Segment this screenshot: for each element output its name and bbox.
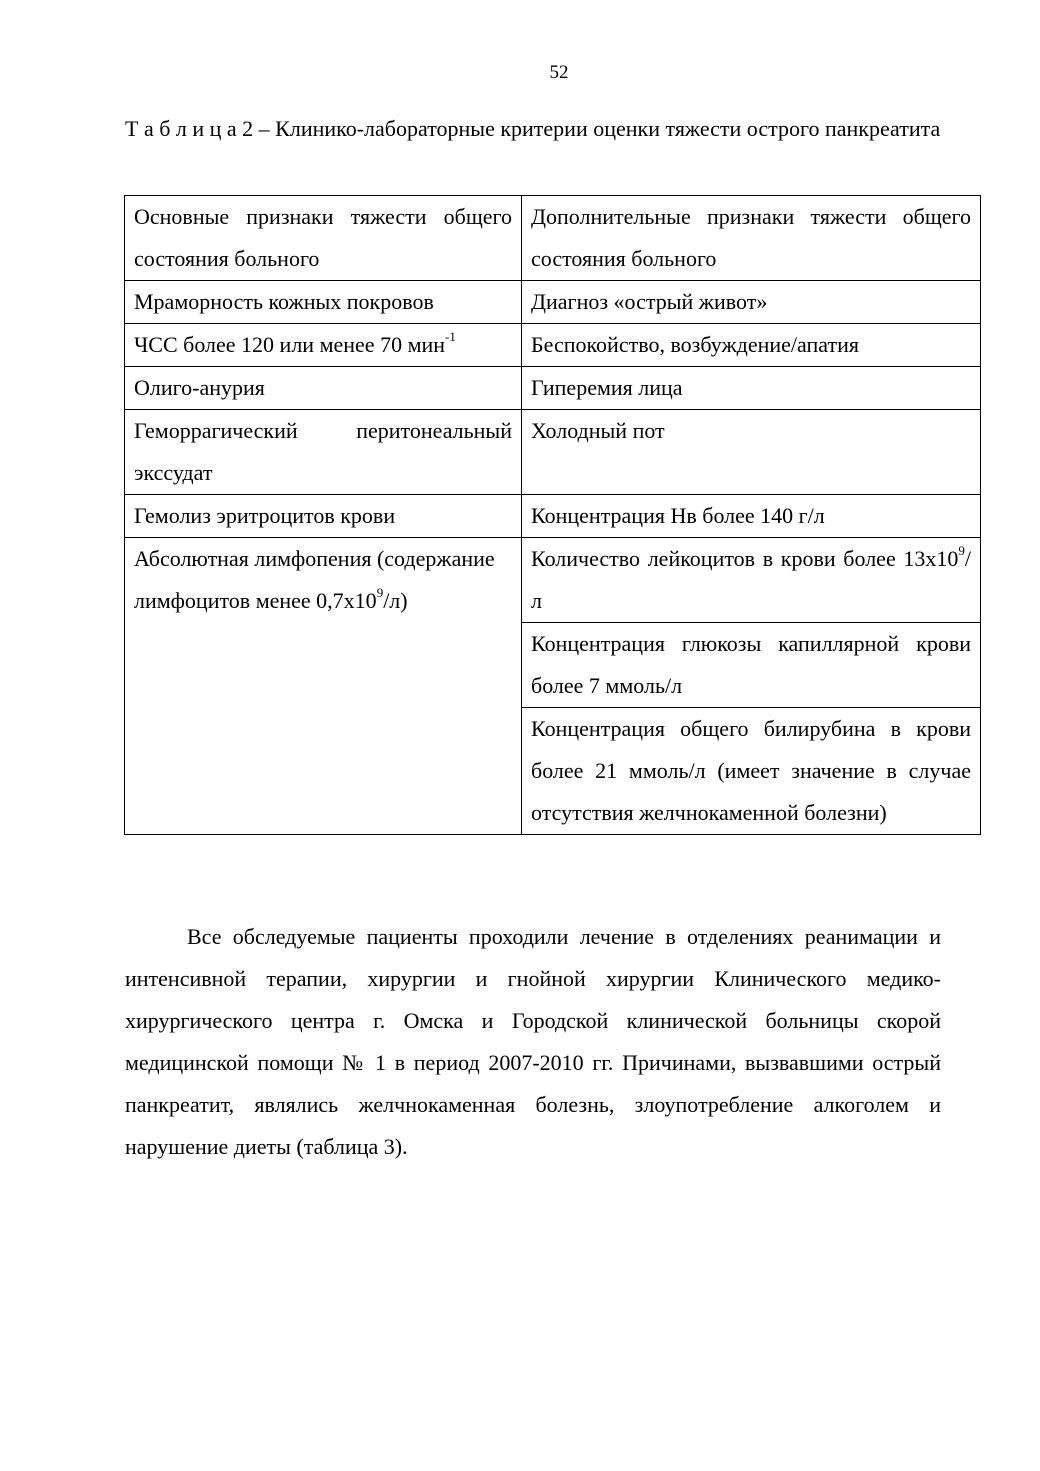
cell-text: /л) — [383, 588, 408, 613]
cell-text: /л — [531, 546, 971, 613]
table-row — [125, 281, 981, 324]
table-row — [125, 367, 981, 410]
superscript: 9 — [958, 542, 965, 558]
cell-text: Количество лейкоцитов в крови более 13х10 — [531, 546, 959, 571]
table-header-row — [125, 196, 981, 281]
cell-additional-sign — [522, 538, 981, 623]
cell-main-sign: Олиго-анурия — [125, 367, 522, 410]
superscript: -1 — [445, 328, 456, 344]
body-paragraph: Все обследуемые пациенты проходили лечение в отделениях реанимации и интенсивной терапии, хирургии и гнойной хирургии Клинического медико-хирургического центра г. Омска и Городской клинической больницы скорой медицинской помощи № 1 в период 2007-2010 гг. Причинами, вызвавшими острый панкреатит, являлись желчнокаменная болезнь, злоупотребление алкоголем и нарушение диеты (таблица 3). — [125, 924, 941, 1159]
cell-main-sign-merged — [125, 538, 522, 835]
cell-additional-sign: Диагноз «острый живот» — [522, 281, 981, 324]
cell-additional-sign: Концентрация Нв более 140 г/л — [522, 495, 981, 538]
cell-text: ЧСС более 120 или менее 70 мин — [134, 332, 446, 357]
cell-additional-sign: Холодный пот — [522, 410, 981, 495]
cell-main-sign: Гемолиз эритроцитов крови — [125, 495, 522, 538]
table-row — [125, 495, 981, 538]
table-row — [125, 410, 981, 495]
cell-main-sign: Геморрагический перитонеальный экссудат — [125, 410, 522, 495]
header-additional-signs: Дополнительные признаки тяжести общего состояния больного — [522, 196, 981, 281]
cell-text: Абсолютная лимфопения (содержание лимфоцитов менее 0,7х10 — [134, 546, 495, 613]
cell-additional-sign: Беспокойство, возбуждение/апатия — [522, 324, 981, 367]
page-number: 52 — [549, 62, 569, 83]
table-row — [125, 324, 981, 367]
cell-main-sign — [125, 324, 522, 367]
table-row — [125, 538, 981, 623]
cell-main-sign: Мраморность кожных покровов — [125, 281, 522, 324]
superscript: 9 — [376, 584, 384, 600]
criteria-table — [124, 195, 981, 835]
cell-additional-sign: Концентрация общего билирубина в крови более 21 ммоль/л (имеет значение в случае отсутствия желчнокаменной болезни) — [522, 708, 981, 835]
table-caption: Т а б л и ц а 2 – Клинико-лабораторные критерии оценки тяжести острого панкреатита — [125, 116, 941, 141]
header-main-signs: Основные признаки тяжести общего состояния больного — [125, 196, 522, 281]
cell-additional-sign: Концентрация глюкозы капиллярной крови более 7 ммоль/л — [522, 623, 981, 708]
cell-additional-sign: Гиперемия лица — [522, 367, 981, 410]
